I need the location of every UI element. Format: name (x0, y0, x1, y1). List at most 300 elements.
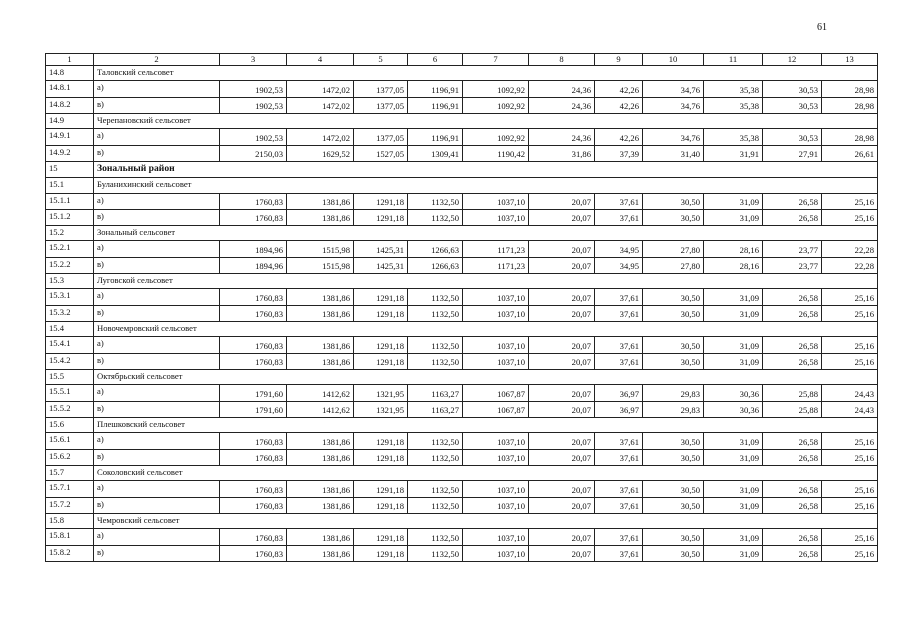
page-number: 61 (817, 22, 827, 33)
table-cell: 31,09 (704, 289, 763, 305)
table-cell: 26,58 (763, 433, 822, 449)
table-cell: 31,09 (704, 353, 763, 369)
table-cell: 20,07 (529, 353, 595, 369)
table-cell: 31,09 (704, 497, 763, 513)
table-cell: 1196,91 (408, 129, 463, 145)
table-cell: 1425,31 (354, 257, 408, 273)
row-label: а) (94, 385, 220, 401)
table-cell: 37,61 (595, 353, 643, 369)
row-label: а) (94, 193, 220, 209)
table-row (46, 241, 878, 257)
table-cell: 28,98 (822, 129, 878, 145)
table-cell: 25,16 (822, 481, 878, 497)
table-cell: 25,16 (822, 529, 878, 545)
section-row (46, 113, 878, 128)
table-cell: 1132,50 (408, 497, 463, 513)
table-cell: 30,50 (643, 209, 704, 225)
column-header: 5 (354, 54, 408, 66)
table-cell: 30,50 (643, 305, 704, 321)
table-cell: 1291,18 (354, 545, 408, 561)
district-row (46, 161, 878, 177)
table-cell: 1472,02 (287, 129, 354, 145)
row-code: 15.5 (46, 370, 94, 385)
table-row (46, 81, 878, 97)
row-label: а) (94, 337, 220, 353)
row-label: в) (94, 305, 220, 321)
table-cell: 29,83 (643, 401, 704, 417)
table-cell: 1196,91 (408, 81, 463, 97)
table-cell: 31,86 (529, 145, 595, 161)
row-code: 14.8 (46, 66, 94, 81)
table-cell: 1291,18 (354, 433, 408, 449)
table-cell: 1291,18 (354, 305, 408, 321)
table-cell: 1894,96 (220, 241, 287, 257)
section-row (46, 514, 878, 529)
column-header: 11 (704, 54, 763, 66)
table-cell: 30,53 (763, 81, 822, 97)
table-row (46, 545, 878, 561)
section-title: Луговской сельсовет (94, 274, 878, 289)
column-header: 2 (94, 54, 220, 66)
table-row (46, 529, 878, 545)
table-cell: 1037,10 (463, 305, 529, 321)
row-label: в) (94, 145, 220, 161)
table-cell: 30,53 (763, 97, 822, 113)
table-cell: 1037,10 (463, 481, 529, 497)
column-header: 10 (643, 54, 704, 66)
table-cell: 1760,83 (220, 449, 287, 465)
table-cell: 1067,87 (463, 401, 529, 417)
table-cell: 26,58 (763, 289, 822, 305)
table-cell: 20,07 (529, 241, 595, 257)
table-cell: 30,50 (643, 289, 704, 305)
row-code: 15.2 (46, 226, 94, 241)
table-cell: 1171,23 (463, 241, 529, 257)
table-cell: 26,61 (822, 145, 878, 161)
table-cell: 26,58 (763, 497, 822, 513)
table-cell: 37,61 (595, 193, 643, 209)
section-row (46, 274, 878, 289)
row-label: в) (94, 545, 220, 561)
table-cell: 1902,53 (220, 129, 287, 145)
row-code: 14.8.1 (46, 81, 94, 97)
row-code: 15.2.1 (46, 241, 94, 257)
table-cell: 1132,50 (408, 529, 463, 545)
row-code: 15.6.2 (46, 449, 94, 465)
table-cell: 20,07 (529, 545, 595, 561)
table-cell: 26,58 (763, 305, 822, 321)
table-cell: 1527,05 (354, 145, 408, 161)
row-code: 15.2.2 (46, 257, 94, 273)
table-cell: 34,76 (643, 81, 704, 97)
table-cell: 37,61 (595, 433, 643, 449)
table-cell: 25,16 (822, 305, 878, 321)
table-cell: 1037,10 (463, 545, 529, 561)
table-cell: 30,50 (643, 481, 704, 497)
column-header: 9 (595, 54, 643, 66)
table-cell: 1132,50 (408, 353, 463, 369)
table-cell: 1171,23 (463, 257, 529, 273)
table-cell: 1037,10 (463, 193, 529, 209)
table-cell: 24,43 (822, 401, 878, 417)
table-cell: 20,07 (529, 305, 595, 321)
row-code: 15.8 (46, 514, 94, 529)
section-row (46, 322, 878, 337)
table-cell: 28,16 (704, 257, 763, 273)
table-cell: 1266,63 (408, 241, 463, 257)
table-cell: 1196,91 (408, 97, 463, 113)
table-cell: 1067,87 (463, 385, 529, 401)
row-code: 15.1.2 (46, 209, 94, 225)
section-title: Зональный сельсовет (94, 226, 878, 241)
table-cell: 1902,53 (220, 97, 287, 113)
table-cell: 20,07 (529, 337, 595, 353)
table-cell: 1381,86 (287, 353, 354, 369)
table-cell: 25,16 (822, 497, 878, 513)
table-cell: 30,36 (704, 401, 763, 417)
row-code: 15 (46, 161, 94, 177)
table-cell: 37,61 (595, 449, 643, 465)
table-cell: 1377,05 (354, 129, 408, 145)
table-cell: 25,16 (822, 289, 878, 305)
table-cell: 37,61 (595, 209, 643, 225)
table-cell: 20,07 (529, 433, 595, 449)
table-cell: 1037,10 (463, 337, 529, 353)
row-code: 15.6.1 (46, 433, 94, 449)
column-header: 4 (287, 54, 354, 66)
table-cell: 1291,18 (354, 481, 408, 497)
column-header: 12 (763, 54, 822, 66)
table-cell: 1381,86 (287, 481, 354, 497)
table-cell: 1309,41 (408, 145, 463, 161)
table-cell: 30,50 (643, 529, 704, 545)
table-cell: 26,58 (763, 353, 822, 369)
table-cell: 1163,27 (408, 401, 463, 417)
row-label: в) (94, 449, 220, 465)
table-cell: 1412,62 (287, 401, 354, 417)
table-cell: 20,07 (529, 481, 595, 497)
table-cell: 24,36 (529, 129, 595, 145)
table-cell: 27,80 (643, 257, 704, 273)
table-cell: 31,09 (704, 545, 763, 561)
table-cell: 1515,98 (287, 241, 354, 257)
table-row (46, 401, 878, 417)
table-cell: 34,76 (643, 97, 704, 113)
table-cell: 1760,83 (220, 209, 287, 225)
table-cell: 30,50 (643, 497, 704, 513)
row-label: а) (94, 289, 220, 305)
table-cell: 1760,83 (220, 529, 287, 545)
table-cell: 37,61 (595, 497, 643, 513)
table-row (46, 193, 878, 209)
table-cell: 1291,18 (354, 529, 408, 545)
table-cell: 1760,83 (220, 305, 287, 321)
table-row (46, 353, 878, 369)
row-label: в) (94, 257, 220, 273)
table-cell: 30,50 (643, 353, 704, 369)
table-cell: 30,50 (643, 193, 704, 209)
table-row (46, 385, 878, 401)
table-cell: 25,16 (822, 545, 878, 561)
table-cell: 34,76 (643, 129, 704, 145)
row-code: 15.1.1 (46, 193, 94, 209)
column-header: 7 (463, 54, 529, 66)
table-cell: 34,95 (595, 257, 643, 273)
section-title: Таловский сельсовет (94, 66, 878, 81)
table-cell: 1515,98 (287, 257, 354, 273)
table-cell: 37,61 (595, 337, 643, 353)
table-cell: 37,61 (595, 481, 643, 497)
table-cell: 20,07 (529, 289, 595, 305)
table-row (46, 433, 878, 449)
table-cell: 26,58 (763, 209, 822, 225)
table-cell: 1321,95 (354, 385, 408, 401)
table-cell: 1037,10 (463, 497, 529, 513)
section-title: Плешковский сельсовет (94, 418, 878, 433)
row-code: 14.9.2 (46, 145, 94, 161)
row-code: 15.5.2 (46, 401, 94, 417)
table-cell: 1037,10 (463, 289, 529, 305)
table-cell: 1037,10 (463, 209, 529, 225)
table-cell: 1377,05 (354, 81, 408, 97)
row-code: 15.3.2 (46, 305, 94, 321)
table-cell: 29,83 (643, 385, 704, 401)
table-cell: 2150,03 (220, 145, 287, 161)
table-cell: 1132,50 (408, 289, 463, 305)
row-label: а) (94, 481, 220, 497)
table-cell: 25,16 (822, 353, 878, 369)
table-cell: 26,58 (763, 337, 822, 353)
table-cell: 1894,96 (220, 257, 287, 273)
table-cell: 23,77 (763, 257, 822, 273)
table-cell: 37,61 (595, 545, 643, 561)
table-cell: 37,61 (595, 529, 643, 545)
table-cell: 1760,83 (220, 289, 287, 305)
row-label: а) (94, 241, 220, 257)
table-cell: 1760,83 (220, 481, 287, 497)
table-cell: 31,09 (704, 449, 763, 465)
table-cell: 31,09 (704, 209, 763, 225)
table-cell: 1381,86 (287, 529, 354, 545)
table-cell: 42,26 (595, 129, 643, 145)
table-cell: 1629,52 (287, 145, 354, 161)
table-cell: 31,09 (704, 481, 763, 497)
table-cell: 1037,10 (463, 433, 529, 449)
table-cell: 1291,18 (354, 193, 408, 209)
section-row (46, 226, 878, 241)
table-cell: 28,98 (822, 97, 878, 113)
table-cell: 1037,10 (463, 353, 529, 369)
row-code: 15.7.1 (46, 481, 94, 497)
table-cell: 36,97 (595, 401, 643, 417)
table-cell: 20,07 (529, 385, 595, 401)
row-code: 14.9.1 (46, 129, 94, 145)
table-cell: 20,07 (529, 529, 595, 545)
table-cell: 1381,86 (287, 545, 354, 561)
row-code: 15.8.2 (46, 545, 94, 561)
table-cell: 1132,50 (408, 337, 463, 353)
table-row (46, 497, 878, 513)
row-code: 15.7 (46, 466, 94, 481)
section-title: Октябрьский сельсовет (94, 370, 878, 385)
table-cell: 26,58 (763, 449, 822, 465)
row-code: 15.3.1 (46, 289, 94, 305)
table-cell: 35,38 (704, 97, 763, 113)
table-cell: 23,77 (763, 241, 822, 257)
table-cell: 1291,18 (354, 289, 408, 305)
row-label: в) (94, 353, 220, 369)
table-cell: 24,36 (529, 81, 595, 97)
table-cell: 1163,27 (408, 385, 463, 401)
table-cell: 1381,86 (287, 289, 354, 305)
table-cell: 37,61 (595, 289, 643, 305)
table-cell: 20,07 (529, 209, 595, 225)
table-cell: 1291,18 (354, 209, 408, 225)
table-cell: 25,16 (822, 209, 878, 225)
table-cell: 28,16 (704, 241, 763, 257)
table-cell: 1412,62 (287, 385, 354, 401)
row-label: в) (94, 401, 220, 417)
table-cell: 1132,50 (408, 481, 463, 497)
table-row (46, 257, 878, 273)
table-cell: 1381,86 (287, 433, 354, 449)
table-cell: 1760,83 (220, 545, 287, 561)
table-cell: 42,26 (595, 81, 643, 97)
row-code: 15.7.2 (46, 497, 94, 513)
table-cell: 1760,83 (220, 497, 287, 513)
table-row (46, 145, 878, 161)
table-cell: 1132,50 (408, 305, 463, 321)
table-cell: 1266,63 (408, 257, 463, 273)
table-cell: 24,43 (822, 385, 878, 401)
row-code: 15.1 (46, 178, 94, 193)
table-cell: 34,95 (595, 241, 643, 257)
column-header: 6 (408, 54, 463, 66)
column-header: 1 (46, 54, 94, 66)
table-cell: 30,50 (643, 337, 704, 353)
table-cell: 20,07 (529, 497, 595, 513)
table-cell: 31,40 (643, 145, 704, 161)
table-cell: 25,16 (822, 337, 878, 353)
table-row (46, 305, 878, 321)
section-title: Черепановский сельсовет (94, 113, 878, 128)
table-cell: 1760,83 (220, 433, 287, 449)
table-cell: 31,09 (704, 337, 763, 353)
table-cell: 36,97 (595, 385, 643, 401)
data-table (45, 53, 878, 562)
table-cell: 20,07 (529, 257, 595, 273)
row-label: в) (94, 497, 220, 513)
section-row (46, 466, 878, 481)
table-cell: 1902,53 (220, 81, 287, 97)
table-cell: 1092,92 (463, 129, 529, 145)
table-cell: 30,50 (643, 449, 704, 465)
table-cell: 20,07 (529, 193, 595, 209)
row-label: а) (94, 81, 220, 97)
table-cell: 1791,60 (220, 401, 287, 417)
table-cell: 1760,83 (220, 353, 287, 369)
table-cell: 30,53 (763, 129, 822, 145)
table-cell: 1760,83 (220, 193, 287, 209)
table-cell: 1472,02 (287, 81, 354, 97)
row-label: а) (94, 129, 220, 145)
table-cell: 20,07 (529, 401, 595, 417)
table-cell: 1377,05 (354, 97, 408, 113)
table-cell: 1037,10 (463, 529, 529, 545)
table-cell: 22,28 (822, 241, 878, 257)
table-cell: 22,28 (822, 257, 878, 273)
table-cell: 27,80 (643, 241, 704, 257)
table-cell: 1321,95 (354, 401, 408, 417)
table-cell: 1092,92 (463, 97, 529, 113)
table-cell: 1381,86 (287, 449, 354, 465)
table-cell: 25,16 (822, 449, 878, 465)
table-cell: 1472,02 (287, 97, 354, 113)
table-cell: 1291,18 (354, 337, 408, 353)
table-cell: 1381,86 (287, 337, 354, 353)
column-header: 3 (220, 54, 287, 66)
row-code: 14.8.2 (46, 97, 94, 113)
table-cell: 28,98 (822, 81, 878, 97)
table-row (46, 337, 878, 353)
row-code: 15.4.2 (46, 353, 94, 369)
section-title: Соколовский сельсовет (94, 466, 878, 481)
table-cell: 1291,18 (354, 353, 408, 369)
section-row (46, 178, 878, 193)
table-cell: 35,38 (704, 129, 763, 145)
table-cell: 1132,50 (408, 209, 463, 225)
section-title: Чемровский сельсовет (94, 514, 878, 529)
table-cell: 1381,86 (287, 193, 354, 209)
section-row (46, 418, 878, 433)
section-title: Новочемровский сельсовет (94, 322, 878, 337)
table-cell: 1132,50 (408, 545, 463, 561)
table-cell: 1381,86 (287, 497, 354, 513)
row-code: 15.6 (46, 418, 94, 433)
table-cell: 30,50 (643, 433, 704, 449)
table-cell: 27,91 (763, 145, 822, 161)
table-row (46, 481, 878, 497)
row-label: а) (94, 433, 220, 449)
table-cell: 26,58 (763, 529, 822, 545)
row-code: 15.4 (46, 322, 94, 337)
row-label: в) (94, 97, 220, 113)
table-cell: 1037,10 (463, 449, 529, 465)
table-row (46, 97, 878, 113)
table-cell: 25,16 (822, 433, 878, 449)
row-code: 15.3 (46, 274, 94, 289)
table-cell: 1381,86 (287, 305, 354, 321)
table-cell: 26,58 (763, 545, 822, 561)
table-cell: 35,38 (704, 81, 763, 97)
row-label: а) (94, 529, 220, 545)
column-header: 13 (822, 54, 878, 66)
section-row (46, 370, 878, 385)
table-cell: 31,09 (704, 193, 763, 209)
table-cell: 1092,92 (463, 81, 529, 97)
table-cell: 1425,31 (354, 241, 408, 257)
table-cell: 1381,86 (287, 209, 354, 225)
table-cell: 30,50 (643, 545, 704, 561)
table-cell: 20,07 (529, 449, 595, 465)
table-cell: 31,09 (704, 305, 763, 321)
table-cell: 1132,50 (408, 433, 463, 449)
table-cell: 37,39 (595, 145, 643, 161)
row-label: в) (94, 209, 220, 225)
table-row (46, 129, 878, 145)
table-cell: 1291,18 (354, 497, 408, 513)
table-cell: 30,36 (704, 385, 763, 401)
